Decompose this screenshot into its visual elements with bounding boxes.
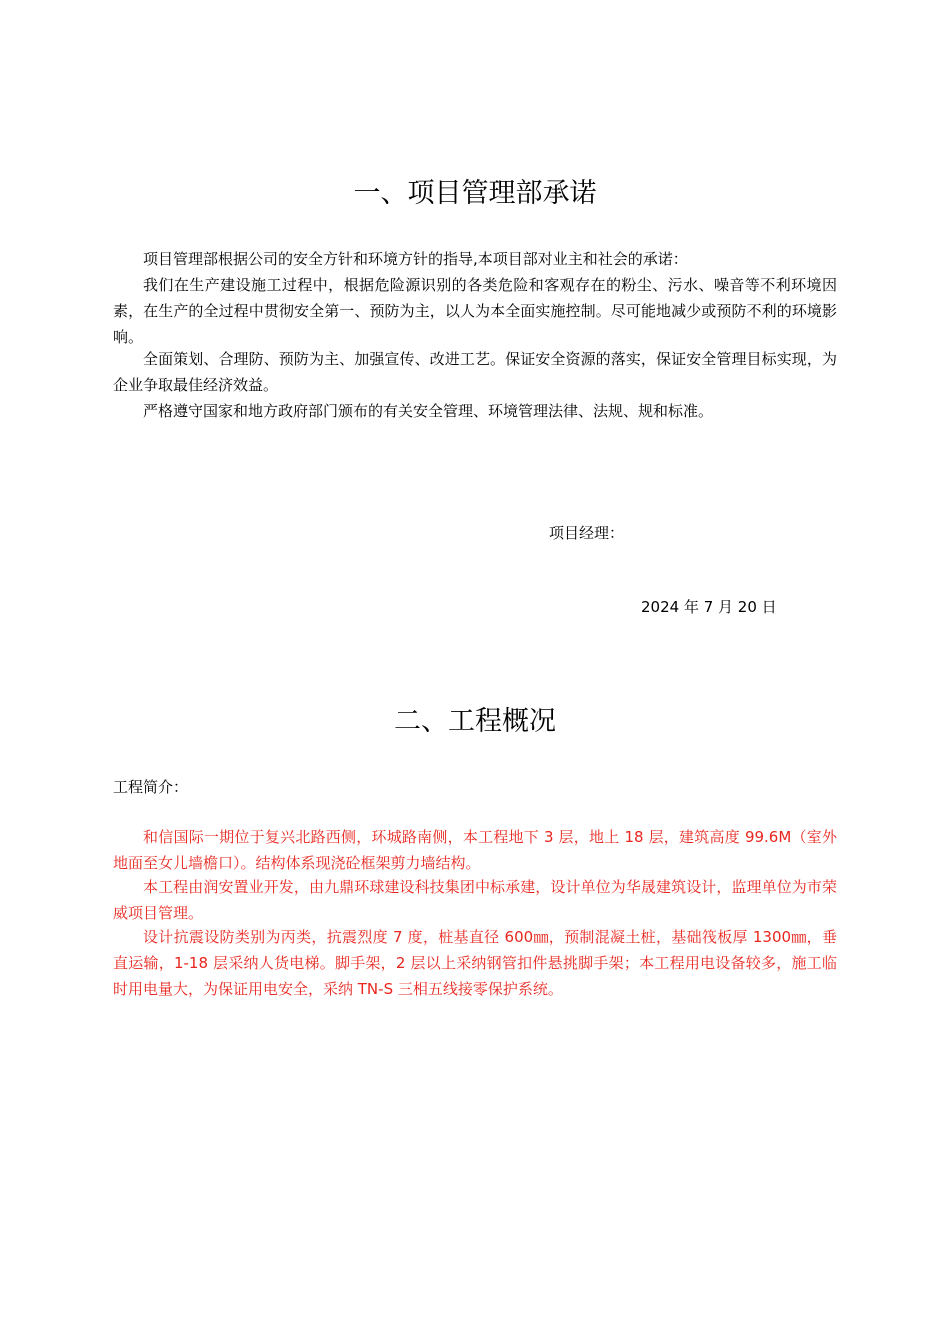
project-intro-label: 工程简介： — [113, 778, 189, 796]
commitment-paragraph-3: 严格遵守国家和地方政府部门颁布的有关安全管理、环境管理法律、法规、规和标准。 — [143, 402, 714, 420]
overview-paragraph-parties: 本工程由润安置业开发，由九鼎环球建设科技集团中标承建，设计单位为华晟建筑设计，监理单位为市荣威项目管理。 — [113, 878, 837, 922]
commitment-date: 2024 年 7 月 20 日 — [641, 598, 777, 616]
commitment-paragraph-1: 我们在生产建设施工过程中，根据危险源识别的各类危险和客观存在的粉尘、污水、噪音等不利环境因素，在生产的全过程中贯彻安全第一、预防为主，以人为本全面实施控制。尽可能地减少或预防不利的环境影响。 — [113, 276, 837, 346]
overview-paragraph-location: 和信国际一期位于复兴北路西侧，环城路南侧，本工程地下 3 层，地上 18 层，建筑高度 99.6M（室外地面至女儿墙檐口）。结构体系现浇砼框架剪力墙结构。 — [113, 828, 837, 872]
commitment-paragraph-2: 全面策划、合理防、预防为主、加强宣传、改进工艺。保证安全资源的落实，保证安全管理目标实现，为企业争取最佳经济效益。 — [113, 350, 837, 394]
overview-paragraph-technical: 设计抗震设防类别为丙类，抗震烈度 7 度，桩基直径 600㎜，预制混凝土桩，基础筏板厚 1300㎜，垂直运输，1-18 层采纳人货电梯。脚手架，2 层以上采纳钢管扣件悬挑脚手架；本工程用电设备较多，施工临时用电量大，为保证用电安全，采纳 TN-S 三相五线接零保护系统。 — [113, 928, 837, 998]
project-manager-label: 项目经理： — [549, 524, 625, 542]
commitment-intro-paragraph: 项目管理部根据公司的安全方针和环境方针的指导,本项目部对业主和社会的承诺： — [143, 250, 688, 268]
section2-title: 二、工程概况 — [394, 706, 556, 737]
section1-title: 一、项目管理部承诺 — [353, 178, 597, 209]
